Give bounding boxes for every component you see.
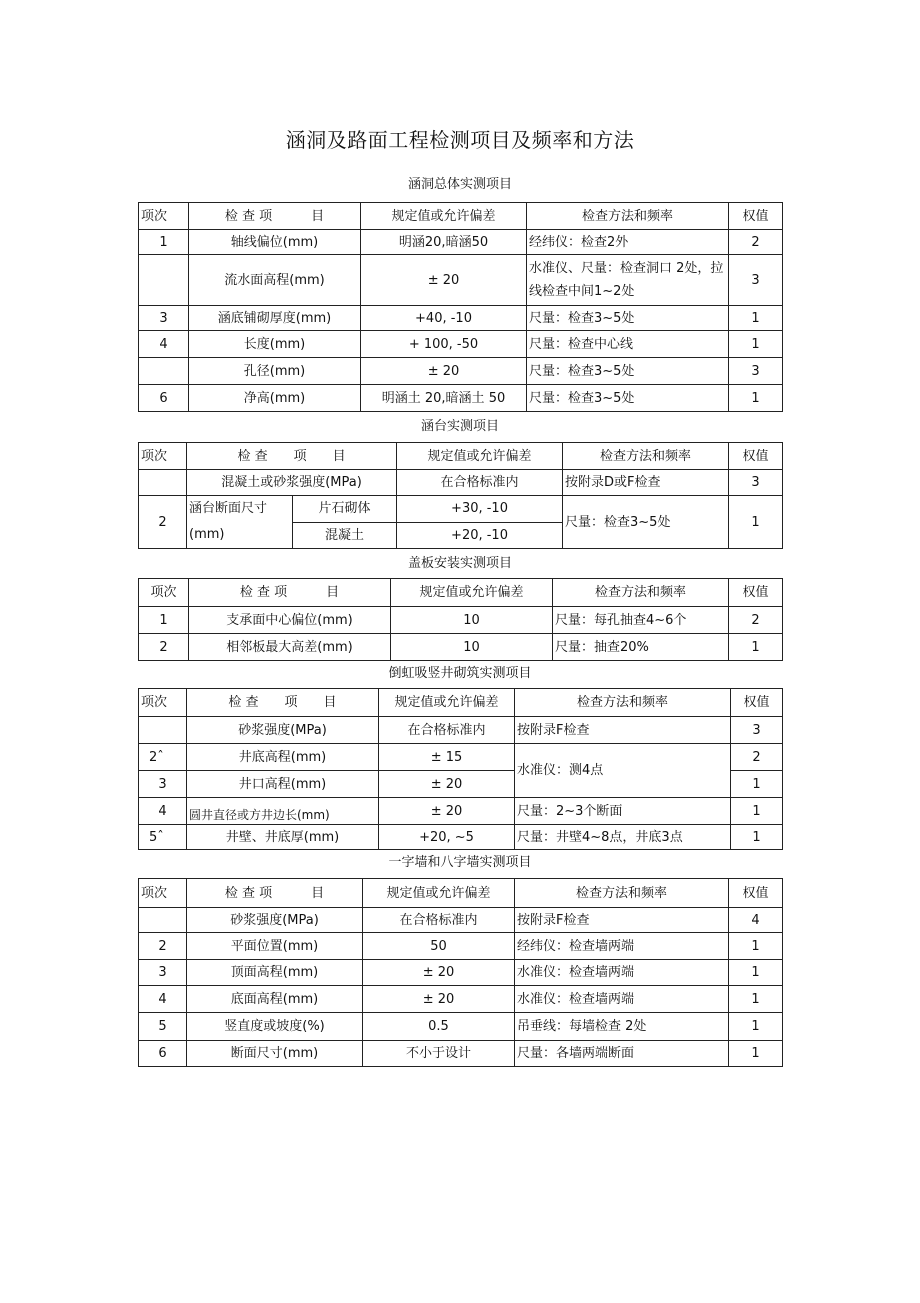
cell: 尺量：井壁4~8点，井底3点 [515,825,731,850]
cell: 井底高程(mm) [187,744,379,771]
cell: 5 [139,1013,187,1041]
cell: 轴线偏位(mm) [189,230,361,255]
page-title: 涵洞及路面工程检测项目及频率和方法 [285,128,635,152]
cell: 3 [139,306,189,331]
table-row [139,960,783,986]
cell: 50 [363,933,515,960]
cell: 顶面高程(mm) [187,960,363,986]
cell: 不小于设计 [363,1041,515,1067]
cell: 尺量：各墙两端断面 [515,1041,729,1067]
abutment-table [138,442,783,549]
cell: 1 [729,385,783,412]
cell: 3 [139,960,187,986]
cell: 4 [729,908,783,933]
cell: 水准仪：检查墙两端 [515,986,729,1013]
cell: 水准仪、尺量：检查洞口 2处，拉线检查中间1~2处 [527,255,729,306]
cell: 吊垂线：每墙检查 2处 [515,1013,729,1041]
table-row [139,255,783,306]
cell [139,470,187,496]
header-cell: 规定值或允许偏差 [397,443,563,470]
cell: 1 [729,960,783,986]
section-caption: 盖板安装实测项目 [407,556,512,571]
cell: 3 [729,255,783,306]
section-caption: 涵台实测项目 [420,419,499,434]
table-row [139,331,783,358]
cover-slab-table [138,578,783,661]
cell: 1 [139,607,189,634]
cell: 2 [139,933,187,960]
cell [139,255,189,306]
cell: ± 15 [379,744,515,771]
cell: 10 [391,634,553,661]
table-row [139,358,783,385]
header-cell: 规定值或允许偏差 [361,203,527,230]
cell: 1 [729,331,783,358]
table-header-row [139,579,783,607]
header-cell: 规定值或允许偏差 [379,689,515,717]
cell [139,358,189,385]
cell: 砂浆强度(MPa) [187,717,379,744]
header-cell: 项次 [139,579,189,607]
cell: 相邻板最大高差(mm) [189,634,391,661]
table-header-row [139,879,783,908]
cell: 明涵土 20,暗涵土 50 [361,385,527,412]
cell: 井口高程(mm) [187,771,379,798]
header-cell: 检查方法和频率 [527,203,729,230]
section-caption: 倒虹吸竖井砌筑实测项目 [388,666,532,681]
cell: 经纬仪：检查墙两端 [515,933,729,960]
header-cell: 检 查 项 目 [187,879,363,908]
cell: 3 [729,358,783,385]
cell: 圆井直径或方井边长(mm) [187,798,379,825]
cell: + 100, -50 [361,331,527,358]
header-cell: 权值 [729,879,783,908]
header-cell: 检查方法和频率 [515,689,731,717]
cell: 涵底铺砌厚度(mm) [189,306,361,331]
cell: 尺量：抽查20% [553,634,729,661]
header-cell: 项次 [139,879,187,908]
cell: 10 [391,607,553,634]
cell: +40, -10 [361,306,527,331]
header-cell: 权值 [729,203,783,230]
cell: 尺量：检查3~5处 [527,385,729,412]
cell: ± 20 [363,960,515,986]
header-cell: 项次 [139,203,189,230]
cell: 1 [731,798,783,825]
cell: 在合格标准内 [397,470,563,496]
section-caption: 一字墙和八字墙实测项目 [388,855,532,870]
cell: ± 20 [379,798,515,825]
cell: 断面尺寸(mm) [187,1041,363,1067]
cell: 经纬仪：检查2外 [527,230,729,255]
cell: 尺量：检查3~5处 [527,358,729,385]
section-caption: 涵洞总体实测项目 [407,177,512,192]
header-cell: 检 查 项 目 [189,579,391,607]
cell: 4 [139,986,187,1013]
cell: 2 [139,634,189,661]
cell: ± 20 [361,255,527,306]
table-row [139,908,783,933]
cell: 井壁、井底厚(mm) [187,825,379,850]
cell: 在合格标准内 [363,908,515,933]
cell: 长度(mm) [189,331,361,358]
cell: ± 20 [379,771,515,798]
cell: 1 [729,634,783,661]
cell: 2 [139,496,187,549]
cell: 净高(mm) [189,385,361,412]
cell: ± 20 [361,358,527,385]
cell: 砂浆强度(MPa) [187,908,363,933]
header-cell: 检 查 项 目 [189,203,361,230]
cell: 1 [729,496,783,549]
header-cell: 检查方法和频率 [563,443,729,470]
cell: 混凝土或砂浆强度(MPa) [187,470,397,496]
cell: 0.5 [363,1013,515,1041]
cell: 流水面高程(mm) [189,255,361,306]
cell: 1 [729,986,783,1013]
cell: 按附录D或F检查 [563,470,729,496]
cell: ± 20 [363,986,515,1013]
table-row [139,607,783,634]
header-cell: 规定值或允许偏差 [363,879,515,908]
cell: +20, ~5 [379,825,515,850]
header-cell: 权值 [731,689,783,717]
cell: 按附录F检查 [515,908,729,933]
cell: 在合格标准内 [379,717,515,744]
cell: +20, -10 [397,522,563,549]
cell: 1 [731,771,783,798]
header-cell: 检 查 项 目 [187,689,379,717]
cell: 2ˆ [139,744,187,771]
table-row [139,717,783,744]
cell: +30, -10 [397,496,563,523]
table-row [139,306,783,331]
table-row [139,470,783,496]
table-header-row [139,203,783,230]
cell: 2 [729,230,783,255]
cell: 尺量：检查3~5处 [527,306,729,331]
cell: 1 [729,1041,783,1067]
table-row [139,1013,783,1041]
cell: 6 [139,1041,187,1067]
cell: 1 [139,230,189,255]
siphon-shaft-table [138,688,783,850]
header-cell: 检 查 项 目 [187,443,397,470]
cell: 混凝土 [293,522,397,549]
cell: 6 [139,385,189,412]
table-row [139,230,783,255]
cell: 尺量：检查3~5处 [563,496,729,549]
culvert-table [138,202,783,412]
header-cell: 检查方法和频率 [515,879,729,908]
cell: 底面高程(mm) [187,986,363,1013]
table-row [139,986,783,1013]
wing-wall-table [138,878,783,1067]
cell: 2 [731,744,783,771]
cell [139,717,187,744]
cell: 3 [139,771,187,798]
cell: 竖直度或坡度(%) [187,1013,363,1041]
cell: 3 [729,470,783,496]
cell: 4 [139,798,187,825]
table-row [139,933,783,960]
cell: 4 [139,331,189,358]
cell: 尺量：检查中心线 [527,331,729,358]
cell: 尺量：2~3个断面 [515,798,731,825]
cell: 1 [729,933,783,960]
cell: 明涵20,暗涵50 [361,230,527,255]
cell: 尺量：每孔抽查4~6个 [553,607,729,634]
cell: 水准仪：测4点 [515,744,731,798]
table-row [139,798,783,825]
table-row [139,634,783,661]
table-header-row [139,689,783,717]
header-cell: 项次 [139,689,187,717]
cell: 1 [729,1013,783,1041]
table-row [139,385,783,412]
cell: 按附录F检查 [515,717,731,744]
cell: 5ˆ [139,825,187,850]
cell: 孔径(mm) [189,358,361,385]
table-header-row [139,443,783,470]
header-cell: 权值 [729,579,783,607]
cell: 3 [731,717,783,744]
cell: 1 [729,306,783,331]
header-cell: 检查方法和频率 [553,579,729,607]
cell: 1 [731,825,783,850]
cell: 水准仪：检查墙两端 [515,960,729,986]
table-row [139,1041,783,1067]
table-row [139,744,783,771]
cell [139,908,187,933]
header-cell: 项次 [139,443,187,470]
cell: 片石砌体 [293,496,397,523]
header-cell: 规定值或允许偏差 [391,579,553,607]
header-cell: 权值 [729,443,783,470]
table-row [139,496,783,523]
cell: 支承面中心偏位(mm) [189,607,391,634]
cell: 平面位置(mm) [187,933,363,960]
cell: 涵台断面尺寸(mm) [187,496,293,549]
cell: 2 [729,607,783,634]
table-row [139,825,783,850]
